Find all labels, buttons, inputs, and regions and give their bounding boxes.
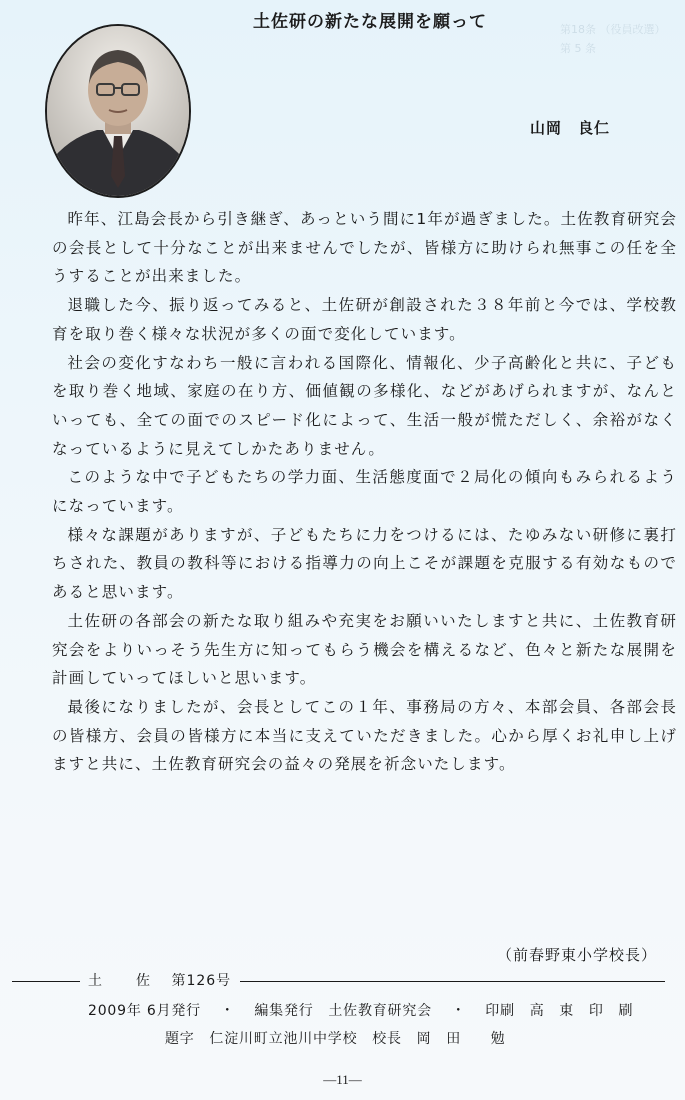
page-number: —11— [323, 1072, 362, 1087]
article-body [52, 205, 677, 779]
article-title: 土佐研の新たな展開を願って [253, 12, 487, 32]
paragraph: 様々な課題がありますが、子どもたちに力をつけるには、たゆみない研修に裏打ちされた、教員の教科等における指導力の向上こそが課題を克服する有効なものであると思います。 [52, 525, 677, 602]
paragraph: 社会の変化すなわち一般に言われる国際化、情報化、少子高齢化と共に、子どもを取り巻く地域、家庭の在り方、価値観の多様化、などがあげられますが、なんといっても、全ての面でのスピード化によって、生活一般が慌ただしく、余裕がなくなっているように見えてしかたありません。 [52, 353, 677, 458]
paragraph: 退職した今、振り返ってみると、土佐研が創設された３８年前と今では、学校教育を取り巻く様々な状況が多くの面で変化しています。 [52, 296, 677, 343]
calligraphy-credit: 題字 仁淀川町立池川中学校 校長 岡 田 勉 [165, 1031, 506, 1047]
paragraph: このような中で子どもたちの学力面、生活態度面で２局化の傾向もみられるようになっています。 [52, 468, 677, 516]
separator: ・ [220, 1003, 236, 1019]
separator: ・ [451, 1003, 467, 1019]
printer: 印刷 高 東 印 刷 [485, 1003, 634, 1019]
author-affiliation: （前春野東小学校長） [496, 946, 657, 964]
paragraph: 昨年、江島会長から引き継ぎ、あっという間に1年が過ぎました。土佐教育研究会の会長として十分なことが出来ませんでしたが、皆様方に助けられ無事この任を全うすることが出来ました。 [52, 210, 677, 286]
author-portrait [45, 24, 191, 198]
author-name: 山岡 良仁 [530, 119, 611, 137]
colophon-line [88, 1000, 633, 1020]
editor: 編集発行 土佐教育研究会 [254, 1003, 432, 1019]
show-through-text: 第18条 （役員改選） 第 5 条 [560, 23, 666, 55]
publish-date: 2009年 6月発行 [88, 1003, 201, 1019]
footer-rule-left [12, 981, 80, 982]
publication-name: 土 佐 [88, 973, 160, 989]
footer-rule-right [240, 981, 665, 982]
masthead [88, 970, 231, 990]
show-through-text [12, 520, 23, 539]
issue-number: 第126号 [171, 973, 232, 989]
paragraph: 土佐研の各部会の新たな取り組みや充実をお願いいたしますと共に、土佐教育研究会をよりいっそう先生方に知ってもらう機会を構えるなど、色々と新たな展開を計画していってほしいと思います。 [52, 611, 677, 688]
paragraph: 最後になりましたが、会長としてこの１年、事務局の方々、本部会員、各部会長の皆様方、会員の皆様方に本当に支えていただきました。心から厚くお礼申し上げますと共に、土佐教育研究会の益々の発展を祈念いたします。 [52, 697, 677, 774]
portrait-image [47, 26, 189, 196]
